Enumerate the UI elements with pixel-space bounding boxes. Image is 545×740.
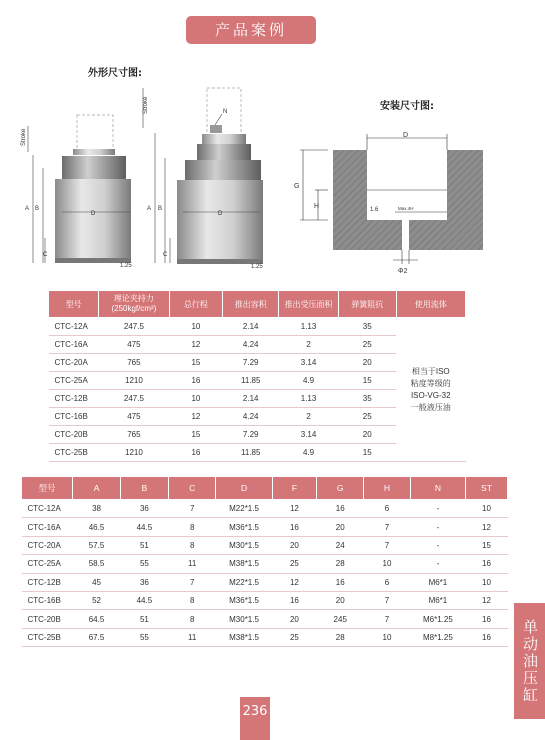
col-header: 型号 <box>49 291 99 318</box>
table-row: CTC-25B 67.5 55 11 M38*1.5 25 28 10 M8*1.25 16 <box>22 628 508 646</box>
install-dim-d: D <box>403 132 409 139</box>
table-row: CTC-16A 475 12 4.24 2 25 <box>49 336 466 354</box>
dim-base-right: 1.25 <box>251 264 263 270</box>
col-header: 使用流体 <box>396 291 466 318</box>
cylinder-type-b <box>177 88 263 264</box>
install-drawing-label: 安装尺寸图: <box>380 101 434 112</box>
table-row: CTC-20A 765 15 7.29 3.14 20 <box>49 354 466 372</box>
section-side-tab: 单动油压缸 <box>514 603 545 719</box>
install-drawing <box>288 128 498 278</box>
dim-a-left: A <box>25 206 30 212</box>
dimensions-table <box>21 476 508 647</box>
roughness-label: 1.6 <box>370 207 379 213</box>
performance-table <box>48 290 466 462</box>
table-row: CTC-12A 38 36 7 M22*1.5 12 16 6 - 10 <box>22 500 508 518</box>
table-row: CTC-16B 52 44.5 8 M36*1.5 16 20 7 M6*1 12 <box>22 591 508 609</box>
table-row: CTC-20B 765 15 7.29 3.14 20 <box>49 426 466 444</box>
dim-base-left: 1.25 <box>120 263 132 269</box>
dim-d-right: D <box>218 211 223 217</box>
table-row: CTC-25A 58.5 55 11 M38*1.5 25 28 10 - 16 <box>22 555 508 573</box>
col-header: G <box>317 477 364 500</box>
install-dim-g: G <box>294 183 300 190</box>
col-header: 理论夹持力 (250kgf/cm²) <box>99 291 169 318</box>
stroke-label-left: Stroke <box>21 128 27 146</box>
dim-d-left: D <box>91 211 96 217</box>
cylinder-type-a <box>55 115 131 263</box>
col-header: D <box>216 477 272 500</box>
dim-c-right: C <box>163 252 168 258</box>
hole-diameter-label: Φ2 <box>398 268 408 275</box>
col-header: 推出容积 <box>223 291 279 318</box>
stroke-label-right: Stroke <box>143 96 149 114</box>
dim-b-right: B <box>158 206 163 212</box>
table-row: CTC-12B 45 36 7 M22*1.5 12 16 6 M6*1 10 <box>22 573 508 591</box>
col-header: F <box>272 477 317 500</box>
table-row: CTC-12A 247.5 10 2.14 1.13 35 相当于ISO 粘度等级的 ISO-VG-32 一般液压油 <box>49 318 466 336</box>
outline-drawing <box>15 78 290 273</box>
col-header: 推出受压面积 <box>279 291 339 318</box>
table-row: CTC-25A 1210 16 11.85 4.9 15 <box>49 372 466 390</box>
col-header: B <box>120 477 168 500</box>
table-row: CTC-25B 1210 16 11.85 4.9 15 <box>49 444 466 462</box>
col-header: H <box>364 477 411 500</box>
table-row: CTC-16A 46.5 44.5 8 M36*1.5 16 20 7 - 12 <box>22 518 508 536</box>
outline-drawing-label: 外形尺寸图: <box>88 68 142 79</box>
max-depth-label: Max.4H <box>398 206 414 211</box>
col-header: ST <box>465 477 507 500</box>
col-header: 型号 <box>22 477 73 500</box>
dim-c-left: C <box>43 252 48 258</box>
col-header: C <box>168 477 216 500</box>
page-number: 236 <box>240 697 270 740</box>
dim-n: N <box>223 109 228 115</box>
page-title-banner: 产品案例 <box>186 16 316 44</box>
table-row: CTC-20A 57.5 51 8 M30*1.5 20 24 7 - 15 <box>22 536 508 554</box>
install-dim-h: H <box>314 203 320 210</box>
col-header: N <box>410 477 465 500</box>
col-header: 总行程 <box>169 291 223 318</box>
table-row: CTC-20B 64.5 51 8 M30*1.5 20 245 7 M6*1.25 16 <box>22 610 508 628</box>
fluid-cell: 相当于ISO 粘度等级的 ISO-VG-32 一般液压油 <box>396 318 466 462</box>
table-row: CTC-16B 475 12 4.24 2 25 <box>49 408 466 426</box>
table-row: CTC-12B 247.5 10 2.14 1.13 35 <box>49 390 466 408</box>
col-header: A <box>73 477 121 500</box>
col-header: 弹簧阻抗 <box>338 291 396 318</box>
dim-b-left: B <box>35 206 40 212</box>
dim-a-right: A <box>147 206 152 212</box>
